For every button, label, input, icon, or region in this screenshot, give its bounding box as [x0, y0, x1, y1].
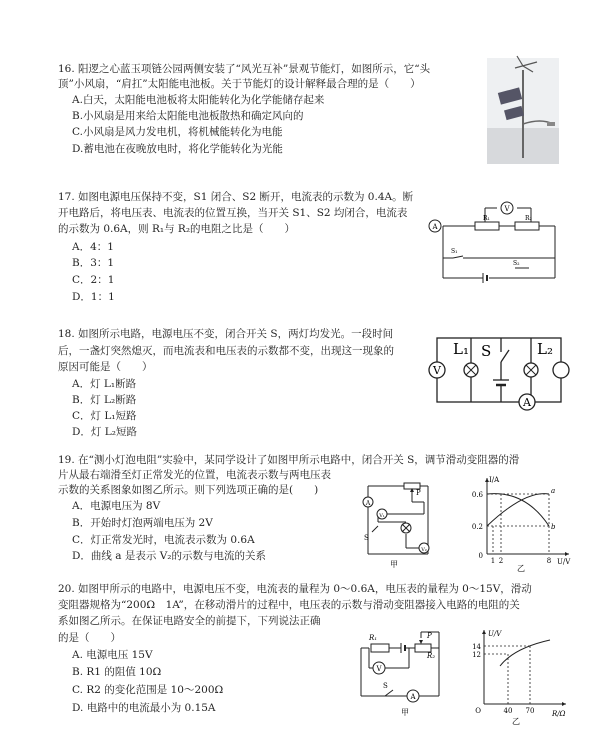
- q18-option-d: D．灯 L₂短路: [72, 426, 137, 438]
- q20-line-2: 变阻器规格为“200Ω 1A”，在移动滑片的过程中，电压表的示数与滑动变阻器接入电路的电阻的关: [58, 599, 520, 611]
- q20-ammeter-label: A: [410, 693, 416, 701]
- q20-s-label: S: [383, 682, 388, 690]
- q20-option-a: A. 电源电压 15V: [72, 649, 153, 661]
- q16-line-2: 顶”小风扇，“肩扛”太阳能电池板。关于节能灯的设计解释最合理的是（ ）: [58, 78, 421, 90]
- q17-s1-label: S₁: [451, 248, 458, 255]
- q19-graph-yi: [465, 472, 575, 572]
- streetlight-photo: [487, 58, 559, 164]
- q19-curve-b-label: b: [551, 523, 556, 531]
- q18-l1-label: L₁: [453, 340, 469, 358]
- q19-v2-label: V₂: [421, 547, 427, 553]
- q20-r2-label: R₂: [427, 652, 436, 660]
- q20-option-c: C. R2 的变化范围是 10～200Ω: [72, 684, 224, 696]
- q20-ytick-12: 12: [472, 651, 481, 659]
- q17-option-c: C．2：1: [72, 274, 115, 286]
- q20-line-3: 系如图乙所示。在保证电路安全的前提下，下列说法正确: [58, 615, 321, 627]
- q17-ammeter-label: A: [432, 223, 438, 231]
- q19-circuit-jia: [358, 478, 438, 568]
- q16-option-b: B.小风扇是用来给太阳能电池板散热和确定风向的: [72, 110, 304, 122]
- q17-r1-label: R₁: [483, 215, 490, 222]
- q19-option-a: A．电源电压为 8V: [72, 500, 161, 512]
- q18-l2-label: L₂: [537, 340, 553, 358]
- q19-jia-caption: 甲: [390, 560, 398, 569]
- q19-line-3: 示数的关系图象如图乙所示。则下列选项正确的是( ): [58, 484, 319, 496]
- q19-xtick-1: 1: [490, 557, 496, 565]
- q19-xlabel: U/V: [557, 558, 571, 566]
- q20-r1-label: R₁: [369, 634, 378, 642]
- q19-origin: 0: [478, 552, 483, 560]
- q18-circuit-diagram: [427, 332, 567, 410]
- q17-line-3: 的示数为 0.6A，则 R₁与 R₂的电阻之比是（ ）: [58, 223, 296, 235]
- q19-line-1: 19. 在“测小灯泡电阻”实验中，某同学设计了如图甲所示电路中，闭合开关 S，调节滑动变阻器的滑: [58, 454, 520, 466]
- q16-line-1: 16. 阳逻之心蓝玉项链公园两侧安装了“风光互补”景观节能灯，如图所示，它“头: [58, 63, 431, 75]
- q17-s2-label: S₂: [513, 260, 520, 267]
- q20-option-d: D. 电路中的电流最小为 0.15A: [72, 702, 216, 714]
- q20-p-label: P: [427, 632, 432, 640]
- q16-option-c: C.小风扇是风力发电机，将机械能转化为电能: [72, 126, 283, 138]
- q20-ylabel: U/V: [488, 630, 502, 638]
- q16-option-a: A.白天，太阳能电池板将太阳能转化为化学能储存起来: [72, 94, 325, 106]
- q18-s-label: S: [481, 342, 492, 360]
- q20-option-b: B. R1 的阻值 10Ω: [72, 666, 162, 678]
- q16-option-d: D.蓄电池在夜晚放电时，将化学能转化为光能: [72, 143, 283, 155]
- q20-ytick-14: 14: [472, 643, 481, 651]
- q19-ammeter-label: A: [365, 500, 371, 507]
- q17-line-2: 开电路后，将电压表、电流表的位置互换，当开关 S1、S2 均闭合，电流表: [58, 207, 408, 219]
- q19-ytick-0.6: 0.6: [471, 491, 483, 499]
- q19-xtick-8: 8: [546, 557, 552, 565]
- q17-option-a: A．4：1: [72, 241, 114, 253]
- q19-option-d: D．曲线 a 是表示 V₂的示数与电流的关系: [72, 550, 266, 562]
- q20-yi-caption: 乙: [512, 717, 520, 726]
- q20-line-1: 20. 如图甲所示的电路中，电源电压不变，电流表的量程为 0～0.6A，电压表的量程为 0～15V，滑动: [58, 583, 532, 595]
- q18-option-b: B．灯 L₂断路: [72, 394, 137, 406]
- q19-line-2: 片从最右端滑至灯正常发光的位置，电流表示数与两电压表: [58, 469, 331, 481]
- q19-p-label: P: [416, 489, 421, 497]
- q19-curve-a-label: a: [551, 487, 556, 495]
- q19-option-b: B．开始时灯泡两端电压为 2V: [72, 517, 213, 529]
- q20-circuit-jia: [355, 628, 450, 718]
- q19-option-c: C．灯正常发光时，电流表示数为 0.6A: [72, 534, 255, 546]
- q17-option-b: B．3：1: [72, 257, 115, 269]
- q20-jia-caption: 甲: [401, 708, 409, 717]
- q17-option-d: D．1：1: [72, 291, 115, 303]
- q18-line-3: 原因可能是（ ）: [58, 361, 153, 373]
- q20-voltmeter-label: V: [376, 665, 382, 673]
- q17-r2-label: R₂: [525, 215, 532, 222]
- q18-voltmeter-label: V: [433, 364, 441, 377]
- q19-ytick-0.2: 0.2: [471, 523, 483, 531]
- q20-xtick-40: 40: [503, 707, 513, 715]
- q20-xlabel: R/Ω: [552, 710, 566, 718]
- q20-line-4: 的是（ ）: [58, 632, 121, 644]
- q19-ylabel: I/A: [489, 476, 500, 484]
- q18-line-2: 后，一盏灯突然熄灭，而电流表和电压表的示数都不变，出现这一现象的: [58, 345, 394, 357]
- q17-voltmeter-label: V: [504, 205, 510, 213]
- q18-option-a: A．灯 L₁断路: [72, 378, 137, 390]
- q18-option-c: C．灯 L₁短路: [72, 410, 137, 422]
- q19-xtick-2: 2: [498, 557, 504, 565]
- q20-xtick-70: 70: [525, 707, 535, 715]
- q20-graph-yi: [470, 626, 580, 726]
- q19-s-label: S: [364, 534, 369, 542]
- q17-circuit-diagram: [425, 196, 565, 284]
- q20-origin: O: [475, 707, 481, 715]
- q18-line-1: 18. 如图所示电路，电源电压不变，闭合开关 S，两灯均发光。一段时间: [58, 328, 394, 340]
- q17-line-1: 17. 如图电源电压保持不变，S1 闭合、S2 断开，电流表的示数为 0.4A。断: [58, 191, 414, 203]
- q18-ammeter-label: A: [523, 396, 531, 409]
- q19-v1-label: V₁: [379, 513, 385, 519]
- q19-yi-caption: 乙: [517, 564, 525, 573]
